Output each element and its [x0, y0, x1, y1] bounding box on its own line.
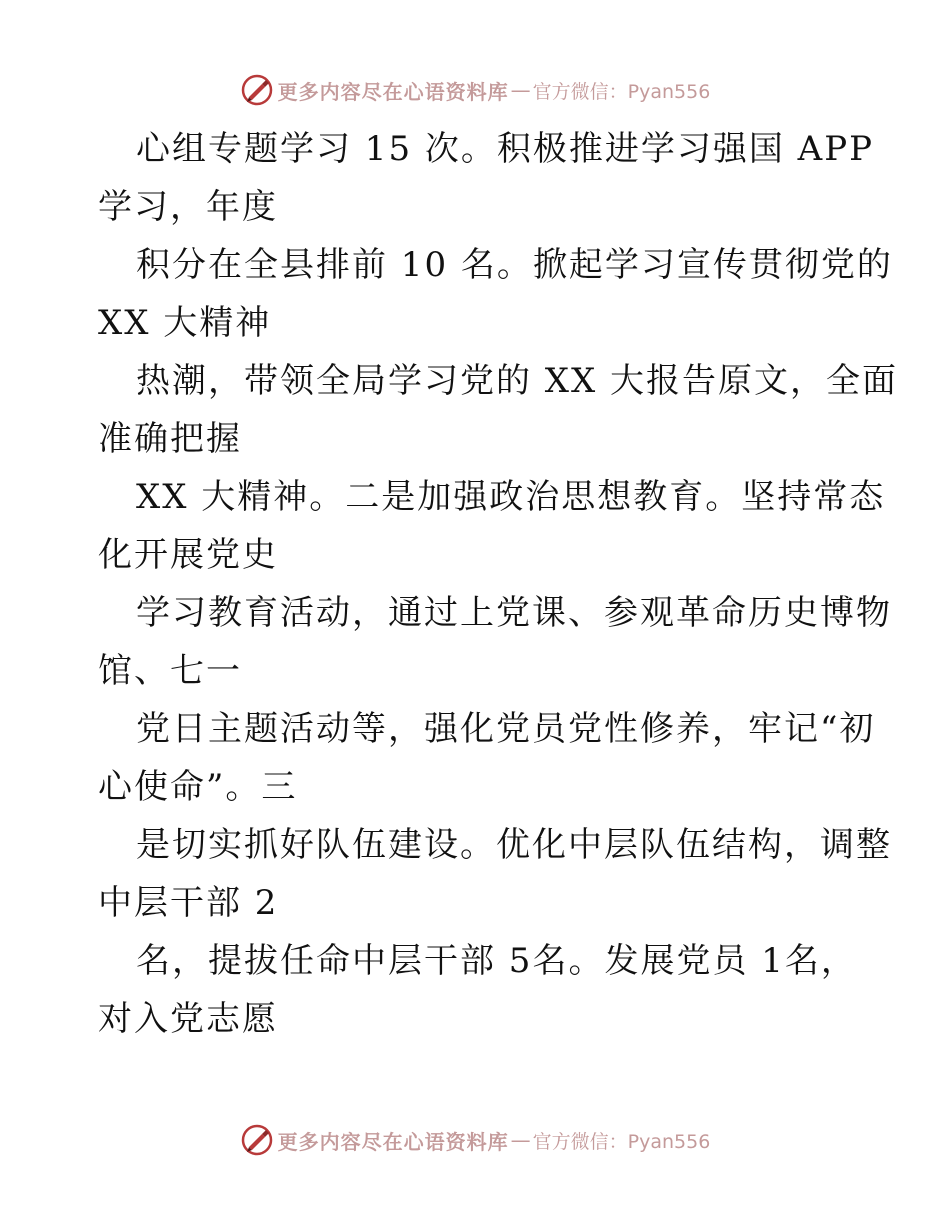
body-line: 党日主题活动等，强化党员党性修养，牢记“初	[136, 709, 876, 749]
body-line: 积分在全县排前 10 名。掀起学习宣传贯彻党的	[136, 245, 893, 285]
pen-logo-icon	[240, 73, 274, 107]
body-line: 对入党志愿	[98, 999, 278, 1039]
banner-separator: —	[510, 1128, 531, 1152]
banner-site-text: 更多内容尽在心语资料库	[277, 79, 509, 104]
pen-logo-icon	[240, 1123, 274, 1157]
banner-wechat-text: 官方微信：Pyan556	[532, 80, 711, 103]
header-watermark-banner	[0, 70, 950, 110]
banner-wechat-text: 官方微信：Pyan556	[532, 1130, 711, 1153]
document-body	[98, 120, 899, 1048]
banner-site-text: 更多内容尽在心语资料库	[277, 1129, 509, 1154]
body-line: 中层干部 2	[98, 883, 279, 923]
body-line: 化开展党史	[98, 535, 278, 575]
body-line: 是切实抓好队伍建设。优化中层队伍结构，调整	[136, 825, 892, 865]
body-line: XX 大精神	[98, 303, 272, 343]
banner-separator: —	[510, 78, 531, 102]
body-line: 学习教育活动，通过上党课、参观革命历史博物	[136, 593, 892, 633]
body-line: 心组专题学习 15 次。积极推进学习强国 APP	[136, 129, 874, 169]
body-line: XX 大精神。二是加强政治思想教育。坚持常态	[136, 477, 886, 517]
body-line: 学习，年度	[98, 187, 278, 227]
body-line: 热潮，带领全局学习党的 XX 大报告原文，全面	[136, 361, 899, 401]
body-line: 准确把握	[98, 419, 242, 459]
body-line: 名，提拔任命中层干部 5名。发展党员 1名，	[136, 941, 857, 981]
footer-watermark-banner	[0, 1120, 950, 1160]
body-line: 心使命”。三	[98, 767, 298, 807]
body-line: 馆、七一	[98, 651, 242, 691]
